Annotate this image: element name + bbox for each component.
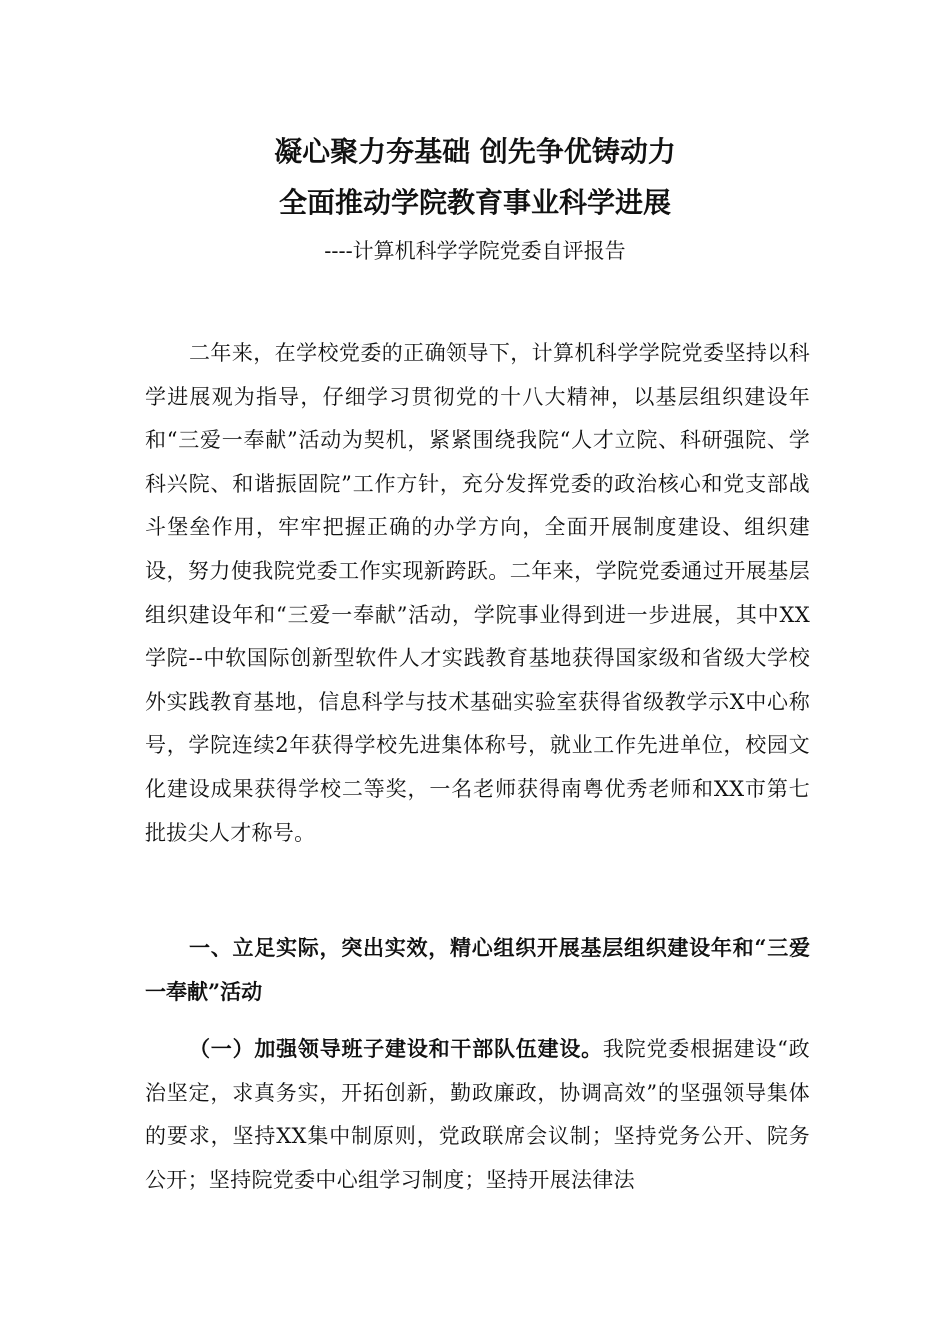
title-line-2: 全面推动学院教育事业科学进展	[278, 186, 671, 219]
title-line-1: 凝心聚力夯基础 创先争优铸动力	[274, 135, 676, 168]
paragraph-intro: 二年来，在学校党委的正确领导下，计算机科学学院党委坚持以科学进展观为指导，仔细学习贯彻党的十八大精神，以基层组织建设年和“三爱一奉献”活动为契机，紧紧围绕我院“人才立院、科研强院、学科兴院、和谐振固院”工作方针，充分发挥党委的政治核心和党支部战斗堡垒作用，牢牢把握正确的办学方向，全面开展制度建设、组织建设，努力使我院党委工作实现新跨跃。二年来，学院党委通过开展基层组织建设年和“三爱一奉献”活动，学院事业得到进一步进展，其中XX学院--中软国际创新型软件人才实践教育基地获得国家级和省级大学校外实践教育基地，信息科学与技术基础实验室获得省级教学示X中心称号，学院连续2年获得学校先进集体称号，就业工作先进单位，校园文化建设成果获得学校二等奖，一名老师获得南粤优秀老师和XX市第七批拔尖人才称号。	[145, 341, 810, 845]
subsection-text: 我院党委根据建设“政治坚定，求真务实，开拓创新，勤政廉政，协调高效”的坚强领导集体的要求，坚持XX集中制原则，党政联席会议制；坚持党务公开、院务公开；坚持院党委中心组学习制度；坚持开展法律法	[145, 1037, 810, 1192]
subsection-lead: （一）加强领导班子建设和干部队伍建设。	[189, 1036, 603, 1061]
paragraph-subsection-1	[145, 1027, 810, 1202]
section-heading-1: 一、立足实际，突出实效，精心组织开展基层组织建设年和“三爱一奉献”活动	[145, 935, 810, 1004]
subtitle: ----计算机科学学院党委自评报告	[324, 239, 626, 263]
